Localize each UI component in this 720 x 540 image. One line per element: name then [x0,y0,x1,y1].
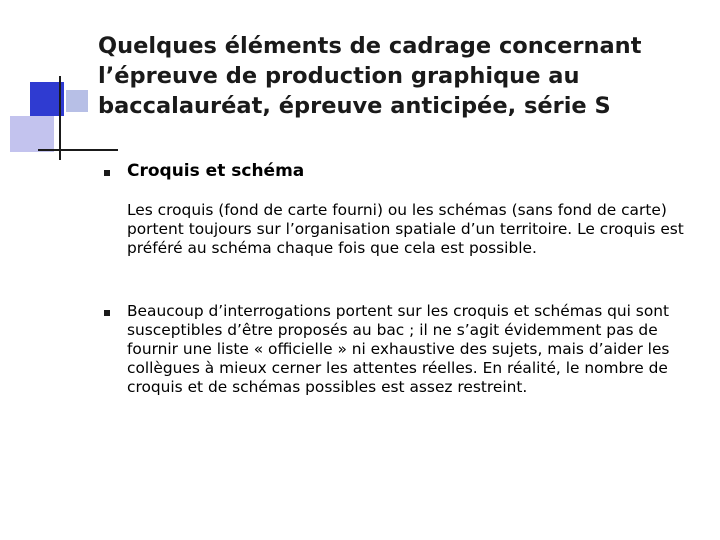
bullet-text-2: Beaucoup d’interrogations portent sur les croquis et schémas qui sont susceptibles d’être proposés au bac ; il ne s’agit évidemment pas de fournir une liste « officielle » ni exhaustive des sujets, mais d’aider les collègues à mieux cerner les attentes réelles. En réalité, le nombre de croquis et de schémas possibles est assez restreint. [127,302,670,396]
deco-square-lavender [10,116,54,152]
bullet-marker-2 [104,310,110,316]
bullet-heading: Croquis et schéma [127,161,305,181]
deco-square-light-blue [66,90,88,112]
deco-square-blue [30,82,64,116]
slide-title: Quelques éléments de cadrage concernant l’épreuve de production graphique au baccalauréat, épreuve anticipée, série S [98,33,642,119]
bullet-marker-1 [104,170,110,176]
bullet-text-1: Les croquis (fond de carte fourni) ou les schémas (sans fond de carte) portent toujours sur l’organisation spatiale d’un territoire. Le croquis est préféré au schéma chaque fois que cela est possible. [127,201,684,257]
